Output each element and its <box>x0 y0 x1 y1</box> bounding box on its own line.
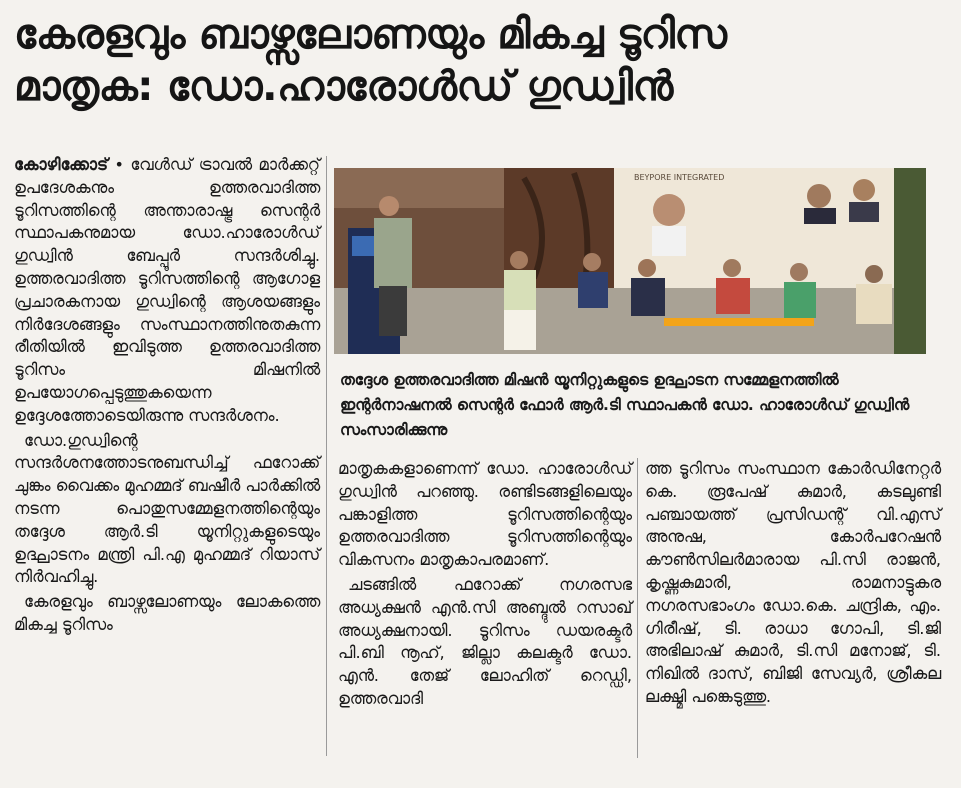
headline <box>14 8 949 112</box>
paragraph: ത്ത ടൂറിസം സംസ്ഥാന കോർഡിനേറ്റർ കെ. രൂപേഷ് കുമാർ, കടലുണ്ടി പഞ്ചായത്ത് പ്രസിഡന്റ് വി.എസ് അനുഷ, കോർപറേഷൻ കൗൺസിലർമാരായ പി.സി രാജൻ, കൃഷ്ണകുമാരി, രാമനാട്ടുകര നഗരസഭാംഗം ഡോ.കെ. ചന്ദ്രിക, എം. ഗിരീഷ്, ടി. രാധാ ഗോപി, ടി.ജി അഭിലാഷ് കുമാർ, ടി.സി മനോജ്, ടി. നിഖിൽ ദാസ്, ബിജി സേവ്യർ, ശ്രീകല ലക്ഷ്മി പങ്കെടുത്തു. <box>645 459 941 706</box>
headline-line-2: മാതൃക: ഡോ.ഹാരോൾഡ് ഗുഡ്വിൻ <box>14 62 673 110</box>
caption-line-3: സംസാരിക്കുന്നു <box>340 421 448 439</box>
paragraph: ഡോ.ഗുഡ്വിന്റെ സന്ദർശനത്തോടനുബന്ധിച്ച് ഫറോക്ക് ചുങ്കം വൈക്കം മുഹമ്മദ് ബഷീർ പാർക്കിൽ നടന്ന പൊതുസമ്മേളനത്തിന്റെയും തദ്ദേശ ആർ.ടി യൂനിറ്റുകളുടെയും ഉദ്ഘാടനം മന്ത്രി പി.എ മുഹമ്മദ് റിയാസ് നിർവഹിച്ചു. <box>14 430 320 587</box>
headline-line-1: കേരളവും ബാഴ്സലോണയും മികച്ച ടൂറിസ <box>14 10 727 58</box>
caption-line-1: തദ്ദേശ ഉത്തരവാദിത്ത മിഷൻ യൂനിറ്റുകളുടെ ഉദ്ഘാടന സമ്മേളനത്തിൽ <box>340 371 839 389</box>
paragraph: മാതൃകകളാണെന്ന് ഡോ. ഹാരോൾഡ് ഗുഡ്വിൻ പറഞ്ഞു. രണ്ടിടങ്ങളിലെയും പങ്കാളിത്ത ടൂറിസത്തിന്റെയും ഉത്തരവാദിത്ത ടൂറിസത്തിന്റെയും വികസനം മാതൃകാപരമാണ്. <box>338 459 632 570</box>
dateline-bullet: • <box>114 155 124 174</box>
lead-text: വേൾഡ് ട്രാവൽ മാർക്കറ്റ് ഉപദേശകനും ഉത്തരവാദിത്ത ടൂറിസത്തിന്റെ അന്താരാഷ്ട്ര സെന്റർ സ്ഥാപകനുമായ ഡോ.ഹാരോൾഡ് ഗുഡ്വിൻ ബേപ്പൂർ സന്ദർശിച്ചു. ഉത്തരവാദിത്ത ടൂറിസത്തിന്റെ ആഗോള പ്രചാരകനായ ഗുഡ്വിന്റെ ആശയങ്ങളും നിർദേശങ്ങളും സംസ്ഥാനത്തിനുതകുന്ന രീതിയിൽ ഇവിടുത്ത ഉത്തരവാദിത്ത ടൂറിസം മിഷനിൽ ഉപയോഗപ്പെടുത്തുകയെന്ന ഉദ്ദേശത്തോടെയിരുന്നു സന്ദർശനം. <box>14 155 320 425</box>
banner-text: BEYPORE INTEGRATED <box>634 173 725 182</box>
column-divider <box>326 156 327 756</box>
lead-paragraph <box>14 154 320 428</box>
photo-caption <box>340 368 940 443</box>
paragraph: കേരളവും ബാഴ്സലോണയും ലോകത്തെ മികച്ച ടൂറിസം <box>14 592 320 634</box>
news-photo <box>334 168 926 354</box>
article-column-2 <box>338 458 632 713</box>
column-divider <box>637 458 638 758</box>
article-column-1 <box>14 154 320 639</box>
caption-line-2: ഇന്റർനാഷനൽ സെന്റർ ഫോർ ആർ.ടി സ്ഥാപകൻ ഡോ. ഹാരോൾഡ് ഗുഡ്വിൻ <box>340 396 910 414</box>
photo-illustration <box>334 168 926 354</box>
dateline: കോഴിക്കോട് <box>14 155 108 174</box>
article-column-3 <box>645 458 941 711</box>
paragraph: ചടങ്ങിൽ ഫറോക്ക് നഗരസഭ അധ്യക്ഷൻ എൻ.സി അബ്ദുൽ റസാഖ് അധ്യക്ഷനായി. ടൂറിസം ഡയരക്ടർ പി.ബി നൂഹ്, ജില്ലാ കലക്ടർ ഡോ. എൻ. തേജ് ലോഹിത് റെഡ്ഡി, ഉത്തരവാദി <box>338 574 632 708</box>
